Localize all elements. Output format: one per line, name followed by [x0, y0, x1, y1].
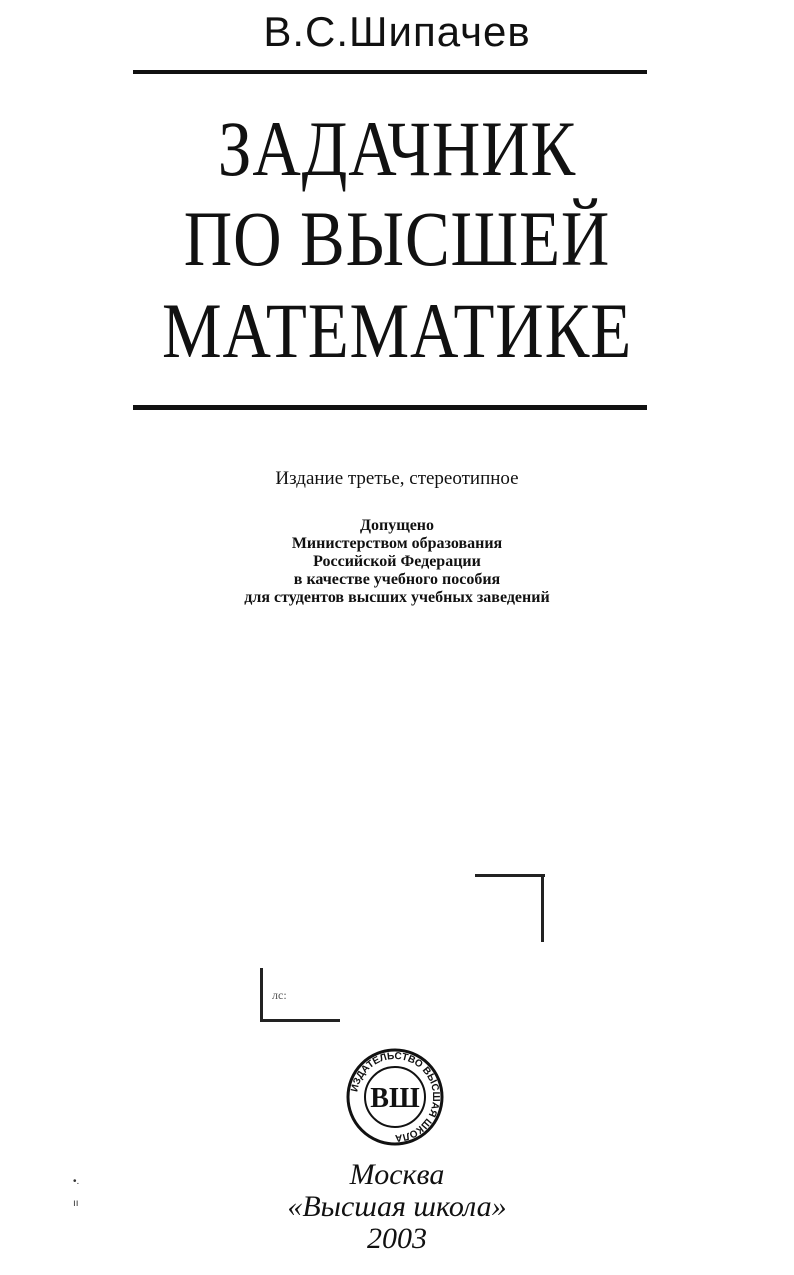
publisher-seal-icon	[345, 1047, 445, 1147]
author-name: В.С.Шипачев	[263, 8, 531, 55]
stamp-corner-bottom	[260, 1019, 340, 1022]
imprint-year: 2003	[367, 1222, 427, 1255]
scan-speck: ıı	[73, 1198, 79, 1209]
edition-note: Издание третье, стереотипное	[275, 468, 519, 489]
imprint-publisher: «Высшая школа»	[287, 1190, 507, 1223]
approval-line: для студентов высших учебных заведений	[244, 589, 550, 606]
approval-line: Министерством образования	[291, 535, 503, 552]
seal-ring-text: ИЗДАТЕЛЬСТВО ВЫСШАЯ ШКОЛА	[349, 1050, 442, 1144]
approval-line: в качестве учебного пособия	[293, 571, 501, 588]
bottom-rule	[133, 405, 647, 410]
approval-line: Российской Федерации	[313, 553, 481, 570]
title-line-3: МАТЕМАТИКЕ	[161, 287, 633, 374]
stamp-corner-left	[260, 968, 263, 1022]
top-rule	[133, 70, 647, 74]
approval-block	[0, 517, 794, 607]
approval-line: Допущено	[359, 517, 435, 534]
imprint-city: Москва	[349, 1158, 445, 1191]
stamp-corner-top	[475, 874, 545, 877]
title-line-1: ЗАДАЧНИК	[217, 105, 577, 192]
seal-monogram: ВШ	[370, 1083, 420, 1114]
scan-speck: •.	[73, 1176, 80, 1187]
stamp-corner-right	[541, 874, 544, 942]
title-line-2: ПО ВЫСШЕЙ	[183, 195, 611, 282]
stamp-fragment-text: лс:	[272, 988, 287, 1002]
